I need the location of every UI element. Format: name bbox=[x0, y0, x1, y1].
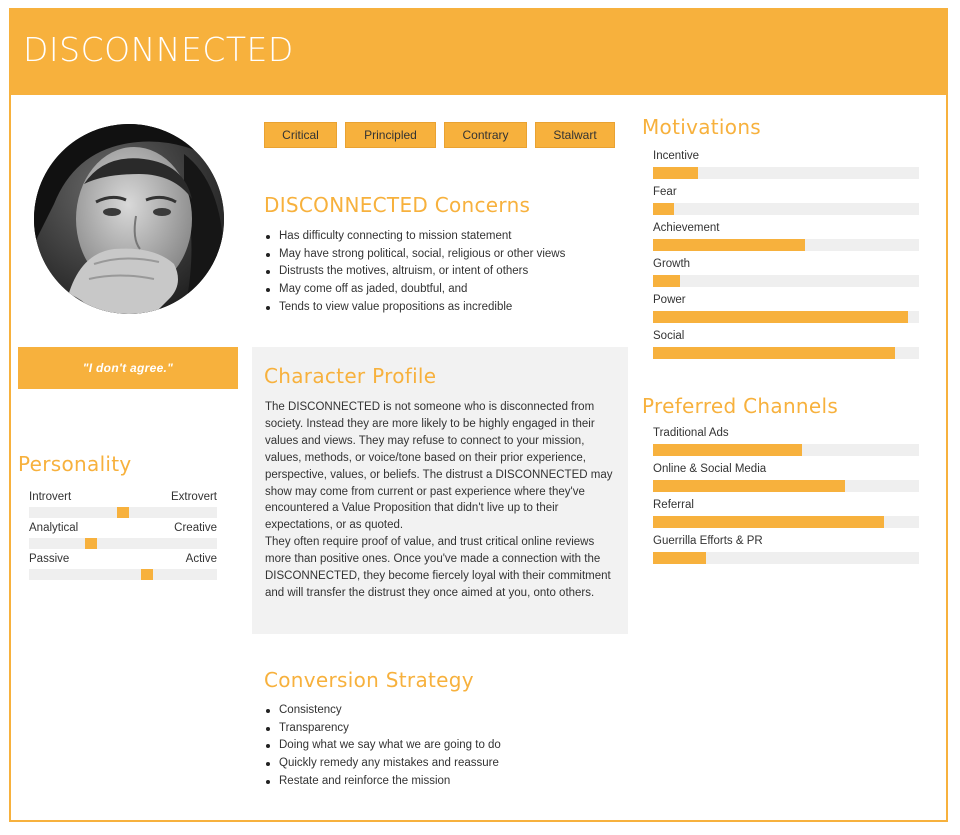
list-item: Doing what we say what we are going to do bbox=[265, 737, 501, 755]
concerns-list bbox=[265, 228, 565, 316]
personality-row-analytical-creative bbox=[29, 522, 217, 549]
persona-title: DISCONNECTED bbox=[23, 30, 294, 69]
list-item: Distrusts the motives, altruism, or intent of others bbox=[265, 263, 565, 281]
bar-fill bbox=[653, 203, 674, 215]
bar-fill bbox=[653, 552, 706, 564]
list-item: Tends to view value propositions as incredible bbox=[265, 299, 565, 317]
motivations-heading: Motivations bbox=[642, 115, 762, 139]
bar-fill bbox=[653, 311, 908, 323]
bar-fill bbox=[653, 239, 805, 251]
list-item: Quickly remedy any mistakes and reassure bbox=[265, 755, 501, 773]
bar-fill bbox=[653, 347, 895, 359]
bar-label: Growth bbox=[653, 258, 691, 270]
motivation-bar-fear bbox=[653, 185, 919, 215]
bar-fill bbox=[653, 167, 698, 179]
trait-slider-track bbox=[29, 538, 217, 549]
portrait-image bbox=[34, 124, 224, 314]
quote-banner: "I don't agree." bbox=[18, 347, 238, 389]
trait-right-label: Creative bbox=[174, 522, 217, 534]
channel-bar-traditional-ads bbox=[653, 426, 919, 456]
bar-label: Incentive bbox=[653, 150, 700, 162]
motivation-bar-incentive bbox=[653, 149, 919, 179]
tag-contrary: Contrary bbox=[444, 122, 527, 148]
personality-row-introvert-extrovert bbox=[29, 491, 217, 518]
persona-photo bbox=[34, 124, 224, 314]
profile-heading: Character Profile bbox=[264, 364, 437, 388]
channel-bar-online-social bbox=[653, 462, 919, 492]
bar-label: Fear bbox=[653, 186, 677, 198]
bar-track bbox=[653, 480, 919, 492]
trait-slider-track bbox=[29, 507, 217, 518]
list-item: Consistency bbox=[265, 702, 501, 720]
bar-track bbox=[653, 167, 919, 179]
bar-track bbox=[653, 275, 919, 287]
bar-track bbox=[653, 239, 919, 251]
bar-label: Traditional Ads bbox=[653, 427, 729, 439]
trait-slider-thumb bbox=[117, 507, 129, 518]
strategy-list bbox=[265, 702, 501, 790]
bar-fill bbox=[653, 480, 845, 492]
bar-fill bbox=[653, 516, 884, 528]
bar-track bbox=[653, 203, 919, 215]
bar-track bbox=[653, 516, 919, 528]
list-item: Restate and reinforce the mission bbox=[265, 773, 501, 791]
trait-slider-thumb bbox=[141, 569, 153, 580]
tag-principled: Principled bbox=[345, 122, 436, 148]
trait-slider-thumb bbox=[85, 538, 97, 549]
header-banner bbox=[11, 10, 946, 95]
trait-left-label: Passive bbox=[29, 553, 70, 565]
list-item: May come off as jaded, doubtful, and bbox=[265, 281, 565, 299]
motivation-bar-growth bbox=[653, 257, 919, 287]
bar-track bbox=[653, 552, 919, 564]
character-profile-panel bbox=[252, 347, 628, 634]
strategy-heading: Conversion Strategy bbox=[264, 668, 474, 692]
bar-track bbox=[653, 311, 919, 323]
profile-paragraph: The DISCONNECTED is not someone who is disconnected from society. Instead they are more likely to be highly engaged in their values and views. They may refuse to connect to your mission, values, methods, or voice/tone based on their prior experience, perspective, values, or beliefs. The distrust a DISCONNECTED may show may come from current or past experience where they've encountered a Value Proposition that didn't live up to their expectations, or as quoted. bbox=[265, 401, 613, 532]
bar-label: Power bbox=[653, 294, 686, 306]
bar-label: Online & Social Media bbox=[653, 463, 767, 475]
bar-label: Achievement bbox=[653, 222, 720, 234]
personality-row-passive-active bbox=[29, 553, 217, 580]
bar-track bbox=[653, 444, 919, 456]
concerns-heading: DISCONNECTED Concerns bbox=[264, 193, 531, 217]
trait-right-label: Active bbox=[185, 553, 217, 565]
profile-body bbox=[265, 399, 619, 602]
motivation-bar-social bbox=[653, 329, 919, 359]
bar-fill bbox=[653, 444, 802, 456]
channel-bar-referral bbox=[653, 498, 919, 528]
bar-label: Guerrilla Efforts & PR bbox=[653, 535, 763, 547]
list-item: Transparency bbox=[265, 720, 501, 738]
personality-heading: Personality bbox=[18, 452, 132, 476]
channels-heading: Preferred Channels bbox=[642, 394, 839, 418]
list-item: May have strong political, social, religious or other views bbox=[265, 246, 565, 264]
trait-left-label: Analytical bbox=[29, 522, 79, 534]
motivation-bar-power bbox=[653, 293, 919, 323]
motivation-bar-achievement bbox=[653, 221, 919, 251]
tag-critical: Critical bbox=[264, 122, 337, 148]
trait-slider-track bbox=[29, 569, 217, 580]
bar-fill bbox=[653, 275, 680, 287]
bar-label: Social bbox=[653, 330, 685, 342]
profile-paragraph: They often require proof of value, and trust critical online reviews more than positive ones. Once you've made a connection with the DISCONNECTED, they become fiercely loyal with their commitment and will transfer the distrust they once aimed at you, onto others. bbox=[265, 536, 611, 599]
bar-label: Referral bbox=[653, 499, 694, 511]
bar-track bbox=[653, 347, 919, 359]
tag-stalwart: Stalwart bbox=[535, 122, 615, 148]
list-item: Has difficulty connecting to mission statement bbox=[265, 228, 565, 246]
trait-left-label: Introvert bbox=[29, 491, 72, 503]
channel-bar-guerrilla bbox=[653, 534, 919, 564]
trait-right-label: Extrovert bbox=[170, 491, 217, 503]
